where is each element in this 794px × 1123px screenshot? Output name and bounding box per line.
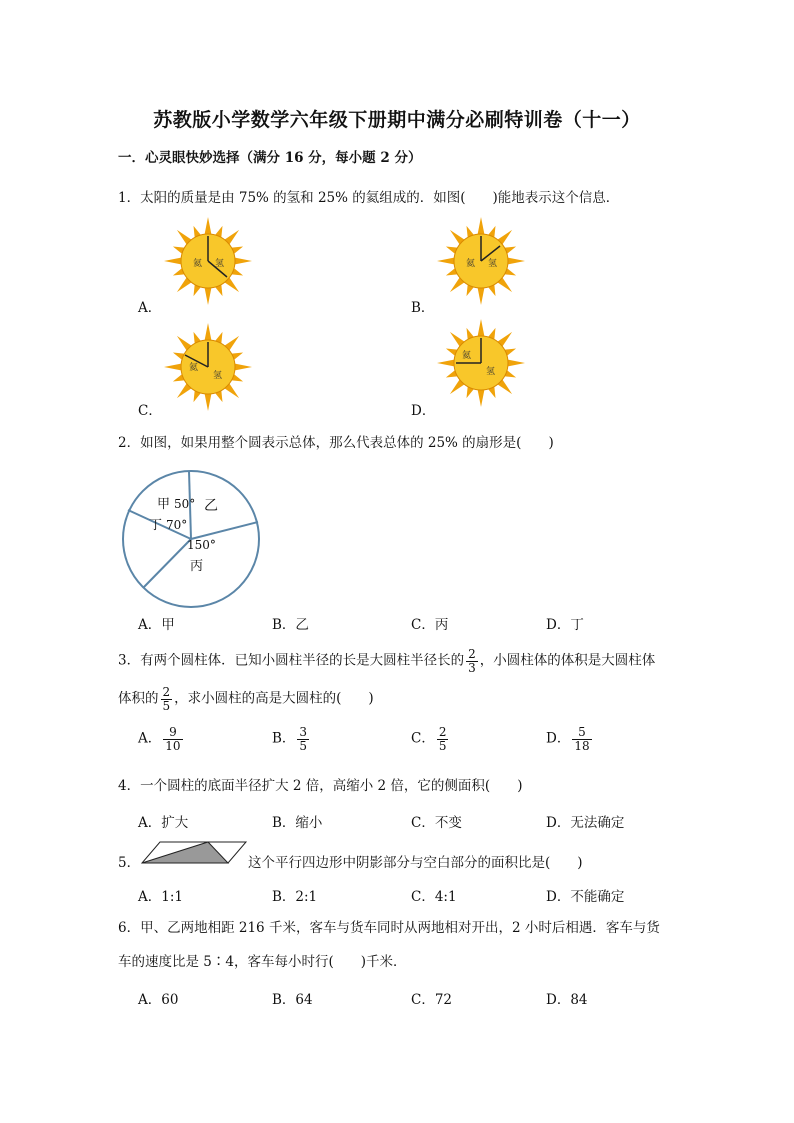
q3-text-2a: 体积的 [118, 690, 159, 707]
q3-line-1 [118, 648, 655, 674]
pie-label-150: 150° [187, 538, 216, 552]
q3-text-1a: 3．有两个圆柱体．已知小圆柱半径的长是大圆柱半径长的 [118, 652, 465, 669]
q4-option-c[interactable]: C．不变 [411, 815, 462, 831]
q2-text: 2．如图，如果用整个圆表示总体，那么代表总体的 25% 的扇形是( ) [118, 435, 554, 451]
q2-option-d[interactable]: D．丁 [546, 617, 584, 633]
sun-label-he: 氦 [189, 363, 199, 373]
q1-text: 1．太阳的质量是由 75% 的氢和 25% 的氦组成的．如图( )能地表示这个信息． [118, 190, 620, 206]
sun-ray [204, 323, 211, 341]
q5-option-b[interactable]: B．2:1 [272, 889, 318, 905]
q1-option-b[interactable]: B． [411, 300, 435, 316]
q6-line-2: 车的速度比是 5∶4，客车每小时行( )千米． [118, 954, 407, 970]
pie-diagram [118, 466, 264, 612]
sun-ray [204, 287, 211, 305]
q3-option-c[interactable]: C． $\frac{2}{5}$ [411, 725, 447, 753]
q5-text: 这个平行四边形中阴影部分与空白部分的面积比是( ) [248, 855, 583, 871]
q4-option-d[interactable]: D．无法确定 [546, 815, 625, 831]
parallelogram-figure [140, 841, 248, 865]
q5-number: 5． [118, 855, 141, 871]
sun-ray [234, 363, 252, 370]
pie-label-bing: 丙 [190, 559, 204, 574]
sun-ray [477, 217, 484, 235]
sun-ray [437, 359, 455, 366]
q2-option-b[interactable]: B．乙 [272, 617, 309, 633]
sun-ray [437, 257, 455, 264]
sun-ray [477, 389, 484, 407]
pie-label-50: 50° [174, 497, 196, 511]
q2-option-c[interactable]: C．丙 [411, 617, 449, 633]
sun-image-b [436, 216, 526, 306]
section-heading: 一．心灵眼快妙选择（满分 16 分，每小题 2 分） [118, 150, 422, 166]
q3-option-a[interactable]: A． $\frac{9}{10}$ [138, 725, 181, 753]
q6-option-d[interactable]: D．84 [546, 992, 588, 1008]
sun-label-h: 氢 [213, 371, 223, 381]
q6-line-1: 6．甲、乙两地相距 216 千米，客车与货车同时从两地相对开出，2 小时后相遇．客车与货 [118, 920, 660, 936]
q4-text: 4．一个圆柱的底面半径扩大 2 倍，高缩小 2 倍，它的侧面积( ) [118, 778, 523, 794]
pie-label-yi: 乙 [204, 498, 218, 514]
sun-ray [164, 363, 182, 370]
pie-label-ding: 丁 [149, 518, 163, 533]
pie-label-70: 70° [166, 518, 188, 532]
sun-label-h: 氢 [488, 259, 498, 269]
sun-ray [507, 257, 525, 264]
sun-ray [204, 217, 211, 235]
q3-text-1b: ，小圆柱体的体积是大圆柱体 [479, 652, 656, 669]
q4-option-a[interactable]: A．扩大 [138, 815, 189, 831]
sun-ray [234, 257, 252, 264]
sun-ray [204, 393, 211, 411]
sun-image-a [163, 216, 253, 306]
q5-option-d[interactable]: D．不能确定 [546, 889, 625, 905]
sun-ray [164, 257, 182, 264]
q6-option-b[interactable]: B．64 [272, 992, 313, 1008]
q1-option-a[interactable]: A． [138, 300, 162, 316]
q6-option-a[interactable]: A．60 [138, 992, 179, 1008]
q1-option-d[interactable]: D． [411, 403, 436, 419]
sun-ray [507, 359, 525, 366]
sun-label-he: 氦 [193, 259, 203, 269]
sun-label-he: 氦 [466, 259, 476, 269]
q3-line-2 [118, 686, 374, 712]
q5-option-a[interactable]: A．1:1 [138, 889, 183, 905]
q3-text-2b: ，求小圆柱的高是大圆柱的( ) [174, 690, 374, 707]
sun-image-d [436, 318, 526, 408]
q3-option-d[interactable]: D． $\frac{5}{18}$ [546, 725, 590, 753]
q4-option-b[interactable]: B．缩小 [272, 815, 323, 831]
q3-option-b[interactable]: B． $\frac{3}{5}$ [272, 725, 308, 753]
q6-option-c[interactable]: C．72 [411, 992, 453, 1008]
sun-label-he: 氦 [462, 351, 472, 361]
sun-label-h: 氢 [486, 367, 496, 377]
sun-ray [477, 319, 484, 337]
q3-fraction-1: $\frac{2}{3}$ [468, 647, 476, 675]
page-title: 苏教版小学数学六年级下册期中满分必刷特训卷（十一） [153, 109, 641, 131]
q3-fraction-2: $\frac{2}{5}$ [162, 685, 171, 713]
sun-ray [477, 287, 484, 305]
sun-image-c [163, 322, 253, 412]
sun-label-h: 氢 [215, 259, 225, 269]
q2-option-a[interactable]: A．甲 [138, 617, 175, 633]
q1-option-c[interactable]: C． [138, 403, 162, 419]
q5-option-c[interactable]: C．4:1 [411, 889, 457, 905]
pie-label-jia: 甲 [157, 497, 171, 512]
